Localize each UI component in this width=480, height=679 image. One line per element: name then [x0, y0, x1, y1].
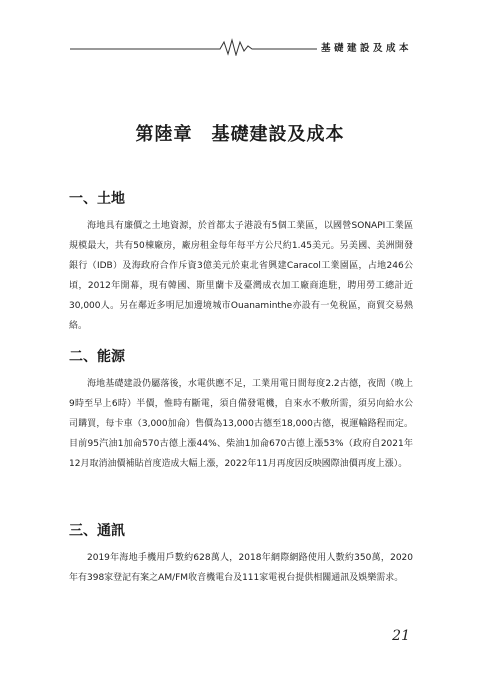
- page-number: 21: [392, 628, 410, 644]
- section-body-telecom: 2019年海地手機用戶數約628萬人，2018年網際網路使用人數約350萬，2020年有398家登記有案之AM/FM收音機電台及111家電視台提供相關通訊及娛樂需求。: [69, 553, 413, 583]
- section-heading-telecom: 三、通訊: [69, 523, 125, 539]
- section-body-land: 海地具有廉價之土地資源，於首都太子港設有5個工業區，以國營SONAPI工業區規模最大，共有50棟廠房，廠房租金每年每平方公尺約1.45美元。另美國、美洲開發銀行（IDB）及海政府合作斥資3億美元於東北省興建Caracol工業園區，占地246公頃，2012年開幕，現有韓國、斯里蘭卡及臺灣成衣加工廠商進駐，聘用勞工總計近30,000人。另在鄰近多明尼加邊境城市Ouanaminthe亦設有一免稅區，商貿交易熱絡。: [69, 221, 413, 331]
- running-header: [70, 38, 412, 56]
- section-body-energy: 海地基礎建設仍屬落後，水電供應不足，工業用電日間每度2.2古德，夜間（晚上9時至早上6時）半價，惟時有斷電，須自備發電機，自來水不敷所需，須另向給水公司購買，每卡車（3,000加侖）售價為13,000古德至18,000古德，視運輸路程而定。目前95汽油1加侖570古德上漲44%、柴油1加侖670古德上漲53%（政府自2021年12月取消油價補貼首度造成大幅上漲，2022年11月再度因反映國際油價再度上漲）。: [69, 379, 413, 469]
- section-heading-energy: 二、能源: [69, 349, 125, 365]
- header-label: 基礎建設及成本: [317, 40, 412, 54]
- section-heading-land: 一、土地: [69, 191, 125, 207]
- chapter-title: 第陸章 基礎建設及成本: [135, 124, 345, 145]
